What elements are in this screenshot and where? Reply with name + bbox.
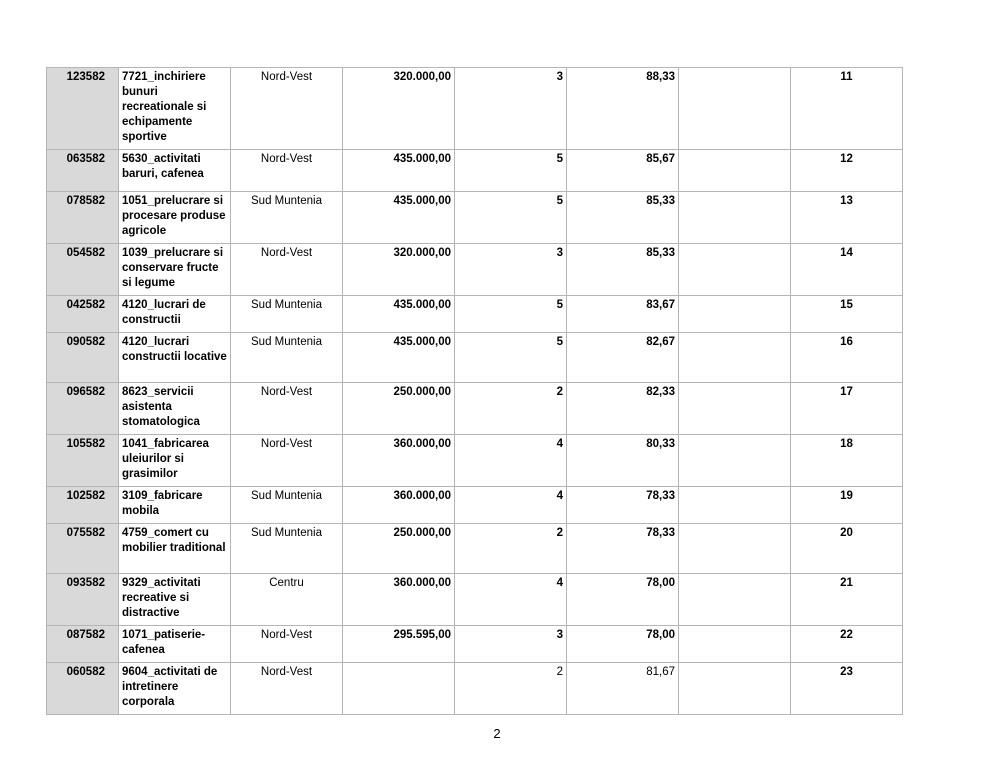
activity-cell: 7721_inchiriere bunuri recreationale si echipamente sportive <box>119 68 231 150</box>
score-cell: 78,00 <box>567 574 679 626</box>
activity-cell: 1039_prelucrare si conservare fructe si legume <box>119 244 231 296</box>
table-row <box>47 244 903 296</box>
activity-cell: 3109_fabricare mobila <box>119 487 231 524</box>
region-cell: Sud Muntenia <box>231 524 343 574</box>
region-cell: Sud Muntenia <box>231 487 343 524</box>
region-cell: Centru <box>231 574 343 626</box>
table-row <box>47 383 903 435</box>
table-row <box>47 68 903 150</box>
amount-cell <box>343 663 455 715</box>
activity-cell: 4120_lucrari constructii locative <box>119 333 231 383</box>
amount-cell: 360.000,00 <box>343 487 455 524</box>
table-row <box>47 487 903 524</box>
score-cell: 81,67 <box>567 663 679 715</box>
activity-cell: 8623_servicii asistenta stomatologica <box>119 383 231 435</box>
count-cell: 5 <box>455 192 567 244</box>
rank-cell: 12 <box>791 150 903 192</box>
row-id-cell: 063582 <box>47 150 119 192</box>
region-cell: Nord-Vest <box>231 663 343 715</box>
empty-cell <box>679 663 791 715</box>
rank-cell: 14 <box>791 244 903 296</box>
row-id-cell: 105582 <box>47 435 119 487</box>
count-cell: 5 <box>455 150 567 192</box>
rank-cell: 20 <box>791 524 903 574</box>
region-cell: Sud Muntenia <box>231 296 343 333</box>
activity-cell: 4120_lucrari de constructii <box>119 296 231 333</box>
table-row <box>47 435 903 487</box>
row-id-cell: 090582 <box>47 333 119 383</box>
score-cell: 80,33 <box>567 435 679 487</box>
score-cell: 85,33 <box>567 244 679 296</box>
rank-cell: 16 <box>791 333 903 383</box>
amount-cell: 435.000,00 <box>343 333 455 383</box>
amount-cell: 435.000,00 <box>343 192 455 244</box>
rank-cell: 22 <box>791 626 903 663</box>
count-cell: 3 <box>455 68 567 150</box>
count-cell: 3 <box>455 244 567 296</box>
empty-cell <box>679 383 791 435</box>
region-cell: Nord-Vest <box>231 383 343 435</box>
region-cell: Nord-Vest <box>231 626 343 663</box>
empty-cell <box>679 435 791 487</box>
region-cell: Nord-Vest <box>231 244 343 296</box>
empty-cell <box>679 68 791 150</box>
row-id-cell: 096582 <box>47 383 119 435</box>
score-cell: 88,33 <box>567 68 679 150</box>
row-id-cell: 060582 <box>47 663 119 715</box>
empty-cell <box>679 296 791 333</box>
rank-cell: 21 <box>791 574 903 626</box>
region-cell: Nord-Vest <box>231 68 343 150</box>
page-number: 2 <box>493 726 501 741</box>
row-id-cell: 042582 <box>47 296 119 333</box>
score-cell: 78,33 <box>567 487 679 524</box>
table-row <box>47 524 903 574</box>
empty-cell <box>679 524 791 574</box>
region-cell: Nord-Vest <box>231 150 343 192</box>
amount-cell: 295.595,00 <box>343 626 455 663</box>
count-cell: 5 <box>455 333 567 383</box>
count-cell: 3 <box>455 626 567 663</box>
rank-cell: 17 <box>791 383 903 435</box>
rank-cell: 18 <box>791 435 903 487</box>
amount-cell: 320.000,00 <box>343 68 455 150</box>
table-row <box>47 333 903 383</box>
score-cell: 85,67 <box>567 150 679 192</box>
row-id-cell: 102582 <box>47 487 119 524</box>
row-id-cell: 054582 <box>47 244 119 296</box>
region-cell: Sud Muntenia <box>231 333 343 383</box>
amount-cell: 360.000,00 <box>343 574 455 626</box>
activity-cell: 4759_comert cu mobilier traditional <box>119 524 231 574</box>
results-table <box>46 67 903 715</box>
rank-cell: 15 <box>791 296 903 333</box>
rank-cell: 13 <box>791 192 903 244</box>
count-cell: 2 <box>455 663 567 715</box>
empty-cell <box>679 244 791 296</box>
amount-cell: 360.000,00 <box>343 435 455 487</box>
count-cell: 2 <box>455 383 567 435</box>
region-cell: Sud Muntenia <box>231 192 343 244</box>
rank-cell: 19 <box>791 487 903 524</box>
count-cell: 2 <box>455 524 567 574</box>
row-id-cell: 087582 <box>47 626 119 663</box>
table-row <box>47 663 903 715</box>
score-cell: 78,33 <box>567 524 679 574</box>
score-cell: 82,67 <box>567 333 679 383</box>
score-cell: 78,00 <box>567 626 679 663</box>
activity-cell: 1071_patiserie-cafenea <box>119 626 231 663</box>
amount-cell: 320.000,00 <box>343 244 455 296</box>
count-cell: 4 <box>455 435 567 487</box>
count-cell: 4 <box>455 574 567 626</box>
empty-cell <box>679 574 791 626</box>
row-id-cell: 078582 <box>47 192 119 244</box>
table-row <box>47 150 903 192</box>
activity-cell: 5630_activitati baruri, cafenea <box>119 150 231 192</box>
count-cell: 5 <box>455 296 567 333</box>
table-row <box>47 296 903 333</box>
table-row <box>47 192 903 244</box>
amount-cell: 435.000,00 <box>343 150 455 192</box>
empty-cell <box>679 487 791 524</box>
score-cell: 83,67 <box>567 296 679 333</box>
count-cell: 4 <box>455 487 567 524</box>
activity-cell: 1041_fabricarea uleiurilor si grasimilor <box>119 435 231 487</box>
score-cell: 82,33 <box>567 383 679 435</box>
empty-cell <box>679 626 791 663</box>
activity-cell: 1051_prelucrare si procesare produse agricole <box>119 192 231 244</box>
amount-cell: 250.000,00 <box>343 383 455 435</box>
rank-cell: 23 <box>791 663 903 715</box>
amount-cell: 250.000,00 <box>343 524 455 574</box>
activity-cell: 9329_activitati recreative si distractive <box>119 574 231 626</box>
empty-cell <box>679 333 791 383</box>
empty-cell <box>679 192 791 244</box>
table-row <box>47 574 903 626</box>
amount-cell: 435.000,00 <box>343 296 455 333</box>
score-cell: 85,33 <box>567 192 679 244</box>
region-cell: Nord-Vest <box>231 435 343 487</box>
empty-cell <box>679 150 791 192</box>
table-row <box>47 626 903 663</box>
row-id-cell: 093582 <box>47 574 119 626</box>
rank-cell: 11 <box>791 68 903 150</box>
activity-cell: 9604_activitati de intretinere corporala <box>119 663 231 715</box>
row-id-cell: 075582 <box>47 524 119 574</box>
row-id-cell: 123582 <box>47 68 119 150</box>
